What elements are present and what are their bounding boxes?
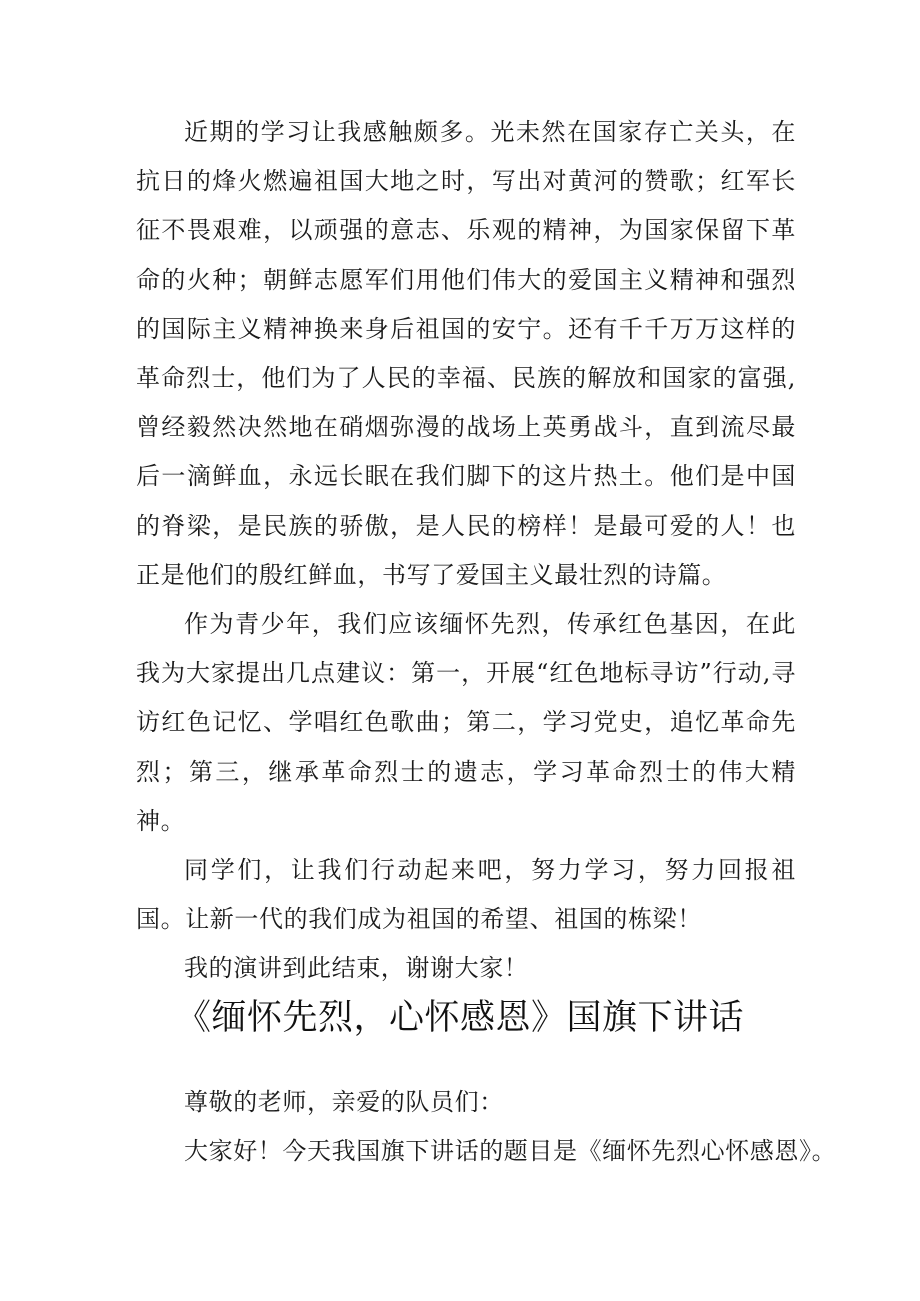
paragraph-call-to-action: 同学们，让我们行动起来吧，努力学习，努力回报祖国。让新一代的我们成为祖国的希望、祖国的栋梁！ bbox=[136, 856, 796, 934]
second-speech bbox=[136, 1078, 837, 1176]
section-title: 《缅怀先烈，心怀感恩》国旗下讲话 bbox=[175, 998, 744, 1038]
paragraph-study-reflection: 近期的学习让我感触颇多。光未然在国家存亡关头，在抗日的烽火燃遍祖国大地之时，写出对黄河的赞歌；红军长征不畏艰难，以顽强的意志、乐观的精神，为国家保留下革命的火种；朝鲜志愿军们用他们伟大的爱国主义精神和强烈的国际主义精神换来身后祖国的安宁。还有千千万万这样的革命烈士，他们为了人民的幸福、民族的解放和国家的富强,曾经毅然决然地在硝烟弥漫的战场上英勇战斗，直到流尽最后一滴鲜血，永远长眠在我们脚下的这片热土。他们是中国的脊梁，是民族的骄傲，是人民的榜样！是最可爱的人！也正是他们的殷红鲜血，书写了爱国主义最壮烈的诗篇。 bbox=[136, 118, 796, 589]
speech-body bbox=[136, 108, 796, 994]
paragraph-suggestions: 作为青少年，我们应该缅怀先烈，传承红色基因，在此我为大家提出几点建议：第一，开展“红色地标寻访”行动,寻访红色记忆、学唱红色歌曲；第二，学习党史，追忆革命先烈；第三，继承革命烈士的遗志，学习革命烈士的伟大精神。 bbox=[136, 610, 796, 835]
salutation: 尊敬的老师，亲爱的队员们： bbox=[184, 1088, 504, 1116]
opening-line: 大家好！今天我国旗下讲话的题目是《缅怀先烈心怀感恩》。 bbox=[184, 1137, 837, 1165]
closing-line: 我的演讲到此结束，谢谢大家！ bbox=[184, 954, 529, 983]
